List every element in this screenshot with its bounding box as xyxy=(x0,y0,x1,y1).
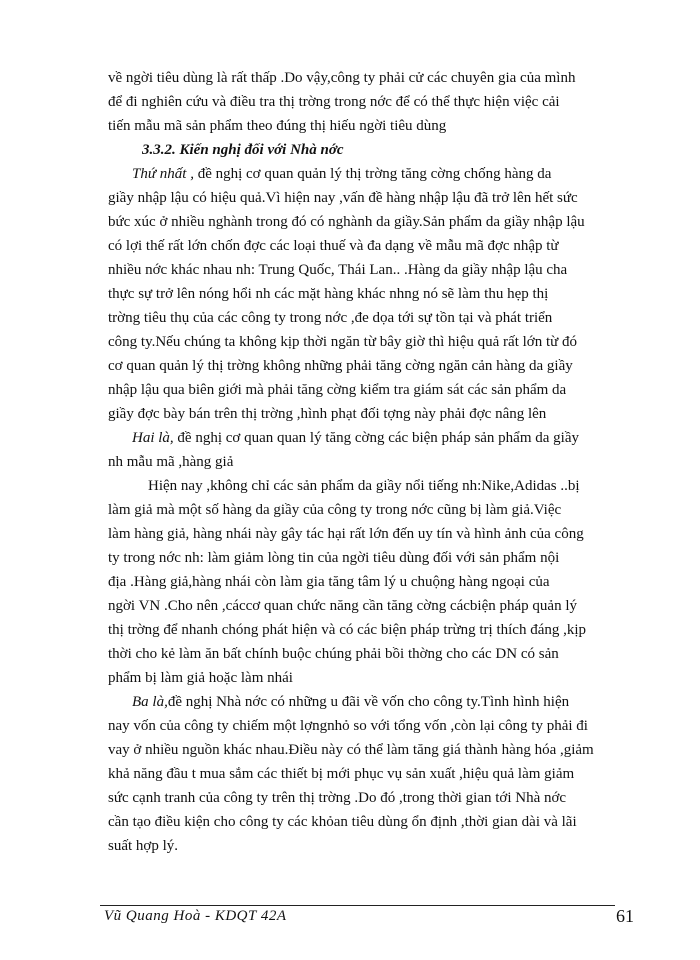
page-number: 61 xyxy=(616,906,634,926)
body-line: thực sự trở lên nóng hổi nh các mặt hàng khác nhng nó sẽ làm thu hẹp thị xyxy=(108,286,549,302)
body-line: phẩm bị làm giả hoặc làm nhái xyxy=(108,670,293,686)
paragraph-first-line: Hiện nay ,không chỉ các sản phẩm da giầy nổi tiếng nh:Nike,Adidas ..bị xyxy=(148,478,580,494)
footer-author: Vũ Quang Hoà - KDQT 42A xyxy=(104,908,287,924)
body-line: giầy nhập lậu có hiệu quả.Vì hiện nay ,vấn đề hàng nhập lậu đã trở lên hết sức xyxy=(108,190,578,206)
body-line: thời cho kẻ làm ăn bất chính buộc chúng phải bồi thờng cho các DN có sản xyxy=(108,646,559,662)
body-line: thị trờng để nhanh chóng phát hiện và có các biện pháp trừng trị thích đáng ,kịp xyxy=(108,622,587,638)
body-line: địa .Hàng giả,hàng nhái còn làm gia tăng tâm lý u chuộng hàng ngoại của xyxy=(108,574,550,590)
paragraph-first-line xyxy=(132,162,668,186)
body-line: ty trong nớc nh: làm giảm lòng tin của ngời tiêu dùng đối với sản phẩm nội xyxy=(108,550,560,566)
body-line: công ty.Nếu chúng ta không kịp thời ngăn từ bây giờ thì hiệu quả rất lớn từ đó xyxy=(108,334,578,350)
body-line: giầy đợc bày bán trên thị trờng ,hình phạt đối tợng này phải đợc nâng lên xyxy=(108,406,547,422)
paragraph-first-line xyxy=(132,690,668,714)
body-line: ngời VN .Cho nên ,cáccơ quan chức năng cần tăng cờng cácbiện pháp quản lý xyxy=(108,598,577,614)
body-line: để đi nghiên cứu và điều tra thị trờng trong nớc để có thể thực hiện việc cải xyxy=(108,94,560,110)
body-line: cơ quan quản lý thị trờng không những phải tăng cờng ngăn cản hàng da giầy xyxy=(108,358,573,374)
body-line: nhiều nớc khác nhau nh: Trung Quốc, Thái Lan.. .Hàng da giầy nhập lậu cha xyxy=(108,262,568,278)
body-line: trờng tiêu thụ của các công ty trong nớc ,đe dọa tới sự tồn tại và phát triển xyxy=(108,310,553,326)
body-line: làm giả mà một số hàng da giầy của công ty trong nớc cũng bị làm giả.Việc xyxy=(108,502,562,518)
body-line: sức cạnh tranh của công ty trên thị trờng .Do đó ,trong thời gian tới Nhà nớc xyxy=(108,790,567,806)
body-line: có lợi thế rất lớn chốn đợc các loại thuế và đa dạng về mẫu mã đợc nhập từ xyxy=(108,238,559,254)
section-heading: 3.3.2. Kiến nghị đối với Nhà nớc xyxy=(142,142,344,158)
body-line: khả năng đầu t mua sắm các thiết bị mới phục vụ sản xuất ,hiệu quả làm giảm xyxy=(108,766,575,782)
body-line: làm hàng giả, hàng nhái này gây tác hại rất lớn đến uy tín và hình ảnh của công xyxy=(108,526,584,542)
body-text: đề nghị cơ quan quan lý tăng cờng các biện pháp sản phẩm da giầy xyxy=(177,430,579,446)
body-line: cần tạo điều kiện cho công ty các khỏan tiêu dùng ổn định ,thời gian dài và lãi xyxy=(108,814,577,830)
body-line: bức xúc ở nhiều nghành trong đó có nghành da giầy.Sản phẩm da giầy nhập lậu xyxy=(108,214,585,230)
body-line: nhập lậu qua biên giới mà phải tăng cờng kiểm tra giám sát các sản phẩm da xyxy=(108,382,567,398)
body-line: về ngời tiêu dùng là rất thấp .Do vậy,công ty phải cử các chuyên gia của mình xyxy=(108,70,576,86)
body-line: vay ở nhiều nguồn khác nhau.Điều này có thể làm tăng giá thành hàng hóa ,giảm xyxy=(108,742,594,758)
body-line: suất hợp lý. xyxy=(108,838,179,854)
body-text: đề nghị Nhà nớc có những u đãi về vốn cho công ty.Tình hình hiện xyxy=(167,694,570,710)
body-text: đề nghị cơ quan quản lý thị trờng tăng cờng chống hàng da xyxy=(197,166,552,182)
footer-divider xyxy=(100,905,615,906)
body-line: tiến mẫu mã sản phẩm theo đúng thị hiếu ngời tiêu dùng xyxy=(108,118,447,134)
lead-word: Ba là, xyxy=(132,694,168,710)
lead-word: Hai là, xyxy=(132,430,174,446)
body-line: nh mẫu mã ,hàng giả xyxy=(108,454,234,470)
body-line: nay vốn của công ty chiếm một lợngnhỏ so với tổng vốn ,còn lại công ty phải đi xyxy=(108,718,588,734)
paragraph-first-line xyxy=(132,426,668,450)
lead-word: Thứ nhất , xyxy=(132,166,194,182)
